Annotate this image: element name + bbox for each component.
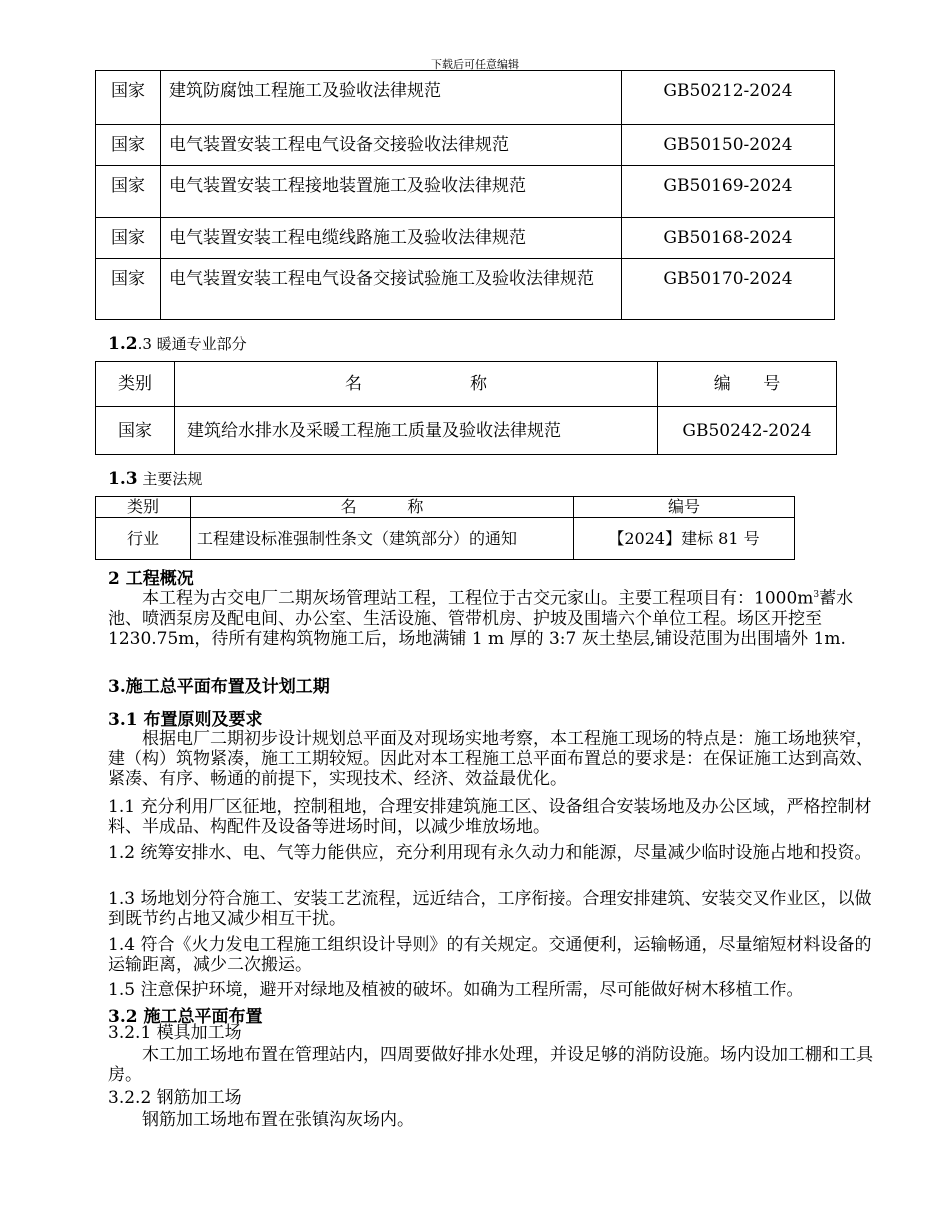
regulations-table	[95, 496, 795, 560]
name-cell: 电气装置安装工程电缆线路施工及验收法律规范	[161, 218, 622, 259]
code-cell: 【2024】建标 81 号	[574, 518, 795, 560]
header-code: 编 号	[658, 362, 837, 407]
name-cell: 工程建设标准强制性条文（建筑部分）的通知	[191, 518, 574, 560]
list-item: 1.5 注意保护环境，避开对绿地及植被的破坏。如确为工程所需，尽可能做好树木移植工作。	[108, 980, 804, 1000]
header-category: 类别	[96, 362, 175, 407]
heading-general-layout: 3.2 施工总平面布置	[108, 1007, 263, 1027]
list-item: 1.3 场地划分符合施工、安装工艺流程，远近结合，工序衔接。合理安排建筑、安装交叉作业区，以做到既节约占地又减少相互干扰。	[108, 889, 872, 929]
heading-project-overview: 2 工程概况	[108, 569, 194, 589]
paragraph-layout-principles: 根据电厂二期初步设计规划总平面及对现场实地考察，本工程施工现场的特点是：施工场地狭窄，建（构）筑物紧凑，施工工期较短。因此对本工程施工总平面布置总的要求是：在保证施工达到高效、紧凑、有序、畅通的前提下，实现技术、经济、效益最优化。	[108, 729, 873, 789]
table-row	[96, 259, 835, 320]
table-row	[96, 518, 795, 560]
name-cell: 建筑给水排水及采暖工程施工质量及验收法律规范	[175, 407, 658, 455]
code-cell: GB50212-2024	[622, 71, 835, 125]
header-name: 名 称	[175, 362, 658, 407]
list-item: 1.1 充分利用厂区征地，控制租地，合理安排建筑施工区、设备组合安装场地及办公区域，严格控制材料、半成品、构配件及设备等进场时间，以减少堆放场地。	[108, 797, 872, 837]
category-cell: 国家	[96, 218, 161, 259]
list-item: 1.4 符合《火力发电工程施工组织设计导则》的有关规定。交通便利，运输畅通，尽量缩短材料设备的运输距离，减少二次搬运。	[108, 935, 872, 975]
category-cell: 国家	[96, 125, 161, 166]
header-name: 名 称	[191, 497, 574, 518]
category-cell: 国家	[96, 166, 161, 218]
table-row	[96, 166, 835, 218]
section-title: .3 暖通专业部分	[137, 335, 247, 353]
code-cell: GB50168-2024	[622, 218, 835, 259]
table-header-row	[96, 362, 837, 407]
heading-rebar-yard: 3.2.2 钢筋加工场	[108, 1088, 242, 1108]
heading-layout-principles: 3.1 布置原则及要求	[108, 710, 263, 730]
table-header-row	[96, 497, 795, 518]
category-cell: 国家	[96, 407, 175, 455]
section-heading-regulations	[108, 468, 202, 489]
header-code: 编号	[574, 497, 795, 518]
name-cell: 电气装置安装工程电气设备交接验收法律规范	[161, 125, 622, 166]
paragraph-project-overview: 本工程为古交电厂二期灰场管理站工程，工程位于古交元家山。主要工程项目有：$1000m^3$蓄水池、喷洒泵房及配电间、办公室、生活设施、管带机房、护坡及围墙六个单位工程。场区开挖至 1230.75m，待所有建构筑物施工后，场地满铺 1 m 厚的 3:7 灰土垫层,铺设范围为出围墙外 1m.	[108, 588, 854, 649]
table-row	[96, 125, 835, 166]
category-cell: 国家	[96, 259, 161, 320]
standards-table-electrical	[95, 70, 835, 320]
table-row	[96, 407, 837, 455]
table-row	[96, 218, 835, 259]
category-cell: 国家	[96, 71, 161, 125]
name-cell: 电气装置安装工程电气设备交接试验施工及验收法律规范	[161, 259, 622, 320]
standards-table-hvac	[95, 361, 837, 455]
header-category: 类别	[96, 497, 191, 518]
header-note: 下载后可任意编辑	[431, 58, 519, 71]
code-cell: GB50242-2024	[658, 407, 837, 455]
code-cell: GB50169-2024	[622, 166, 835, 218]
name-cell: 电气装置安装工程接地装置施工及验收法律规范	[161, 166, 622, 218]
section-number: 1.3	[108, 469, 138, 489]
category-cell: 行业	[96, 518, 191, 560]
code-cell: GB50170-2024	[622, 259, 835, 320]
heading-formwork-yard: 3.2.1 模具加工场	[108, 1023, 242, 1043]
section-number: 1.2	[108, 334, 138, 354]
heading-site-layout: 3.施工总平面布置及计划工期	[108, 677, 330, 697]
paragraph-formwork-yard: 木工加工场地布置在管理站内，四周要做好排水处理，并设足够的消防设施。场内设加工棚和工具房。	[108, 1045, 873, 1085]
list-item: 1.2 统筹安排水、电、气等力能供应，充分利用现有永久动力和能源，尽量减少临时设施占地和投资。	[108, 843, 872, 863]
section-heading-hvac	[108, 333, 247, 354]
paragraph-rebar-yard: 钢筋加工场地布置在张镇沟灰场内。	[142, 1110, 414, 1130]
section-title: 主要法规	[137, 470, 203, 488]
table-row	[96, 71, 835, 125]
name-cell: 建筑防腐蚀工程施工及验收法律规范	[161, 71, 622, 125]
code-cell: GB50150-2024	[622, 125, 835, 166]
